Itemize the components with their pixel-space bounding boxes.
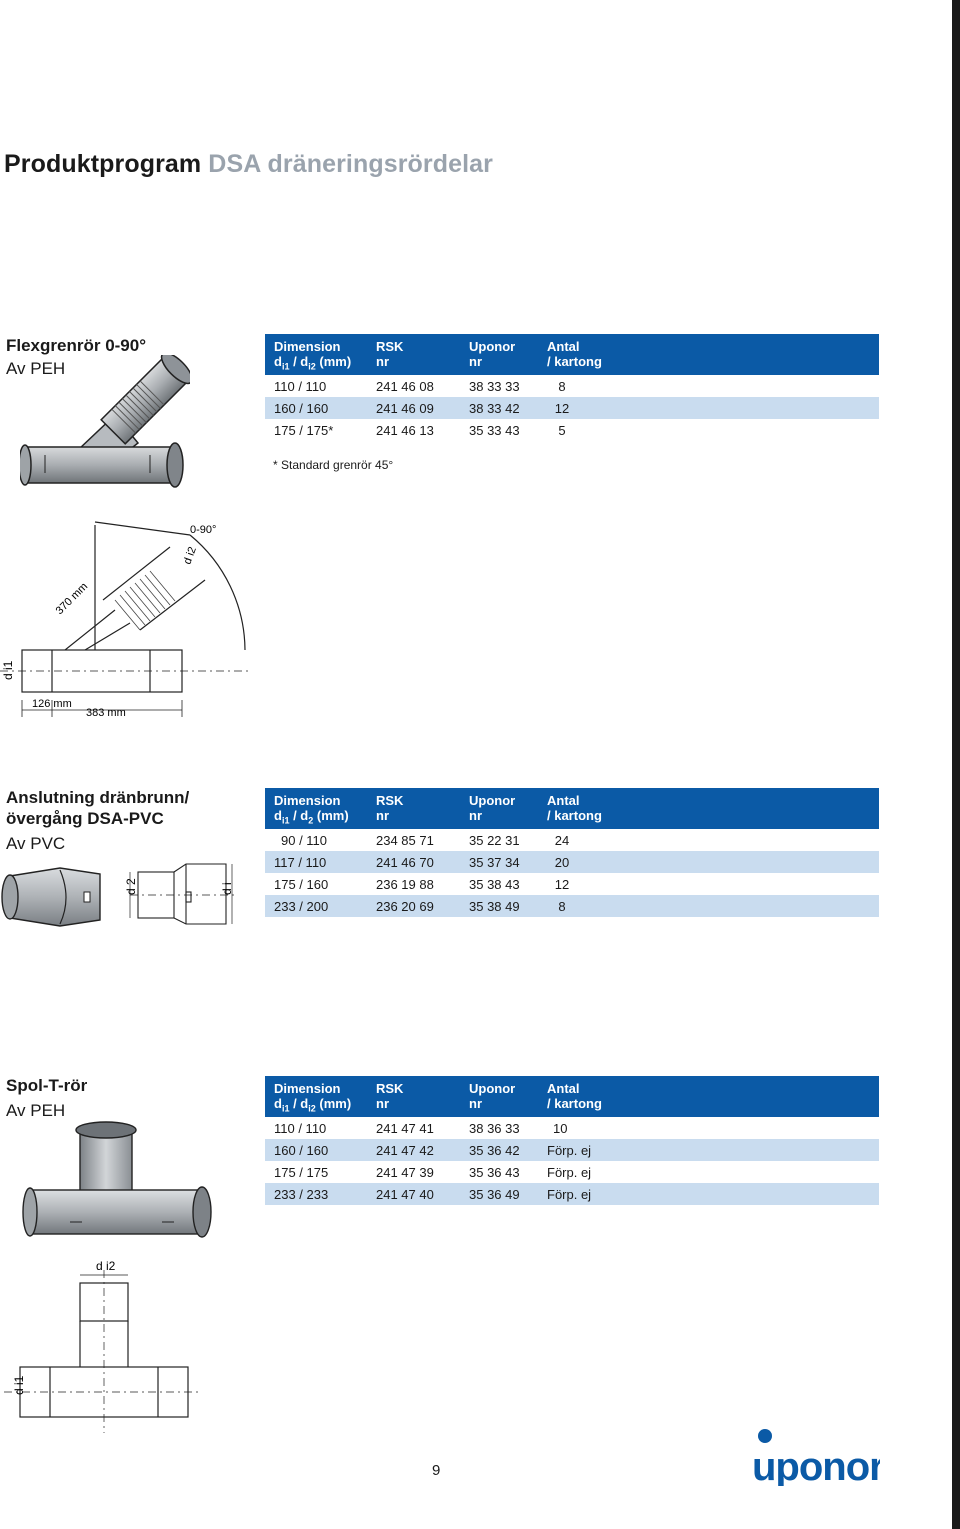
logo-text: uponor: [752, 1445, 880, 1486]
spol-t-technical-drawing: [0, 1255, 210, 1445]
header-dimension: Dimension $d_{i1} / d_{i2}$ (mm): [274, 1081, 352, 1114]
section-anslutning-heading: [6, 787, 189, 854]
page-edge-bar: [952, 0, 960, 1529]
table-header: [265, 788, 879, 829]
table-row: 175 / 175* 241 46 13 35 33 43 5: [274, 423, 566, 438]
table-row: 175 / 160 236 19 88 35 38 43 12: [274, 877, 570, 892]
header-uponor: Uponor nr: [469, 793, 516, 823]
page-title-main: Produktprogram: [4, 150, 202, 178]
section-title: Flexgrenrör 0-90°: [6, 336, 147, 355]
page-title-accent: DSA dräneringsrördelar: [208, 150, 493, 178]
header-dimension: Dimension $d_{i1} / d_{i2}$ (mm): [274, 339, 352, 372]
section-subtitle: Av PEH: [6, 359, 66, 378]
d2-label: d 2: [124, 878, 138, 895]
page-title: [4, 150, 493, 179]
angle-label: 0-90°: [190, 524, 217, 536]
header-uponor: Uponor nr: [469, 339, 516, 369]
section-subtitle: Av PEH: [6, 1101, 66, 1120]
section-title: Spol-T-rör: [6, 1076, 88, 1095]
width-label-2: 383 mm: [86, 707, 126, 719]
table-row: 110 / 110 241 47 41 38 36 33 10: [274, 1121, 568, 1136]
table-spol-t: [265, 1076, 879, 1205]
section-subtitle: Av PVC: [6, 834, 66, 853]
header-antal: Antal / kartong: [547, 1081, 602, 1111]
side-diameter-label: d i1: [12, 1375, 26, 1395]
table-row: 117 / 110 241 46 70 35 37 34 20: [265, 851, 879, 873]
header-dimension: Dimension $d_{i1} / d_2$ (mm): [274, 793, 349, 826]
main-diameter-label: d i1: [1, 660, 15, 680]
table-header: [265, 1076, 879, 1117]
uponor-logo-mark: [752, 1428, 880, 1486]
flexgrenror-product-image: [20, 355, 190, 495]
header-antal: Antal / kartong: [547, 793, 602, 823]
table-row: 233 / 200 236 20 69 35 38 49 8: [265, 895, 879, 917]
table-row: 110 / 110 241 46 08 38 33 33 8: [274, 379, 566, 394]
table-row: 160 / 160 241 46 09 38 33 42 12: [265, 397, 879, 419]
header-antal: Antal / kartong: [547, 339, 602, 369]
width-label-1: 126 mm: [32, 698, 72, 710]
header-rsk: RSK nr: [376, 339, 404, 369]
di-label: d i: [220, 882, 234, 895]
length-label: 370 mm: [53, 580, 91, 618]
flexgrenror-technical-drawing: [0, 505, 320, 725]
section-title-line2: övergång DSA-PVC: [6, 809, 164, 828]
page-number: 9: [432, 1462, 441, 1479]
table-row: 160 / 160 241 47 42 35 36 42 Förp. ej: [265, 1139, 879, 1161]
table-row: 90 / 110 234 85 71 35 22 31 24: [281, 833, 570, 848]
header-uponor: Uponor nr: [469, 1081, 516, 1111]
table-header: [265, 334, 879, 375]
branch-diameter-label: d i2: [181, 545, 199, 567]
table-row: 233 / 233 241 47 40 35 36 49 Förp. ej: [265, 1183, 879, 1205]
table-flexgrenror: [265, 334, 879, 441]
spol-t-product-image: [22, 1118, 222, 1258]
anslutning-product-drawing: [0, 858, 240, 930]
section-spol-t-heading: [6, 1075, 87, 1121]
section-title-line1: Anslutning dränbrunn/: [6, 788, 190, 807]
header-rsk: RSK nr: [376, 1081, 404, 1111]
footnote: * Standard grenrör 45°: [273, 458, 394, 472]
header-rsk: RSK nr: [376, 793, 404, 823]
table-row: 175 / 175 241 47 39 35 36 43 Förp. ej: [274, 1165, 592, 1180]
top-diameter-label: d i2: [96, 1259, 116, 1273]
table-anslutning: [265, 788, 879, 917]
uponor-logo: [752, 1428, 880, 1491]
